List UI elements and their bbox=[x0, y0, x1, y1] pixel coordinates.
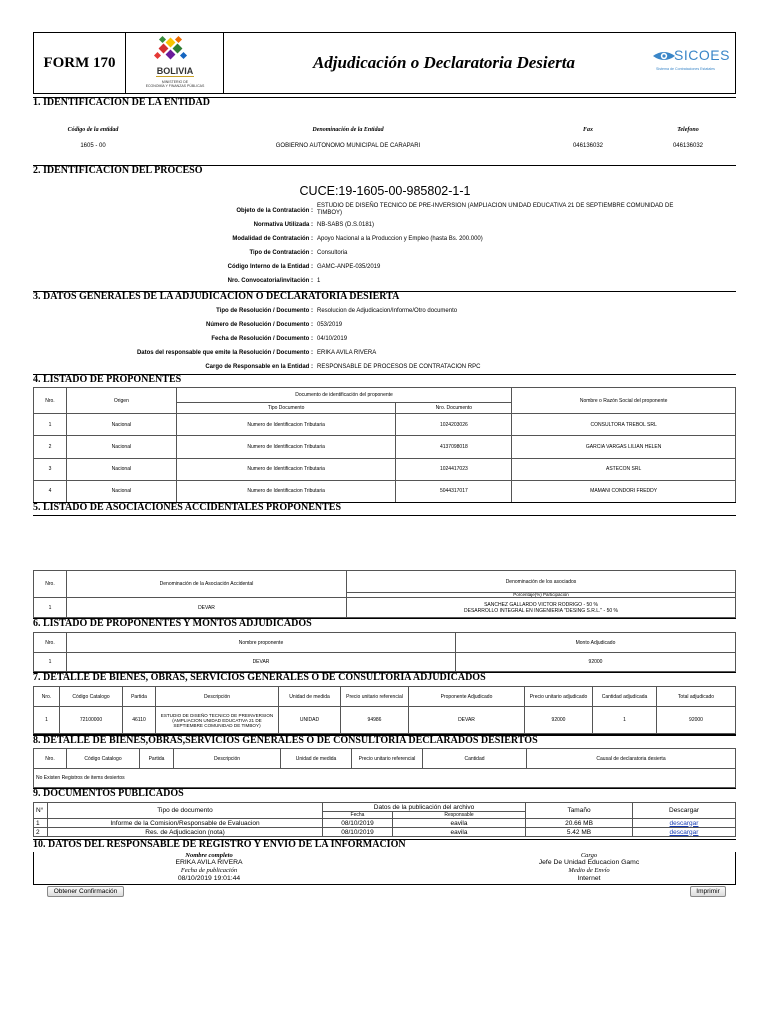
modalidad-value: Apoyo Nacional a la Produccion y Empleo (hasta Bs. 200.000) bbox=[317, 236, 483, 242]
col-proponente-adjudicado: Proponente Adjudicado bbox=[409, 687, 525, 707]
section-9-title: 9. DOCUMENTOS PUBLICADOS bbox=[33, 788, 736, 799]
table-row: 1 Nacional Numero de Identificacion Tributaria 1024203026 CONSULTORA TREBOL SRL bbox=[34, 414, 736, 436]
col-pu-adjudicado: Precio unitario adjudicado bbox=[525, 687, 593, 707]
col-partida: Partida bbox=[123, 687, 156, 707]
responsable-label: Datos del responsable que emite la Resolución / Documento : bbox=[136, 350, 313, 356]
col-descripcion: Descripción bbox=[156, 687, 279, 707]
document-title: Adjudicación o Declaratoria Desierta bbox=[312, 53, 576, 72]
tipo-contratacion-value: Consultoria bbox=[317, 250, 348, 256]
col-nombre: Nombre o Razón Social del proponente bbox=[512, 388, 736, 414]
section-4-title: 4. LISTADO DE PROPONENTES bbox=[33, 374, 736, 385]
documentos-table bbox=[33, 802, 736, 837]
numero-resolucion-value: 053/2019 bbox=[317, 322, 343, 328]
col-tipo-documento: Tipo de documento bbox=[48, 803, 323, 819]
col-codigo-catalogo: Código Catalogo bbox=[60, 687, 123, 707]
table-row: 4 Nacional Numero de Identificacion Tributaria 5044317017 MAMANI CONDORI FREDDY bbox=[34, 480, 736, 502]
logo-ministry-line2: ECONOMÍA Y FINANZAS PÚBLICAS bbox=[145, 84, 205, 88]
nombre-header: Nombre completo bbox=[185, 852, 233, 859]
modalidad-label: Modalidad de Contratación : bbox=[232, 236, 313, 242]
table-row: 1 DEVAR 92000 bbox=[34, 653, 736, 672]
sicoes-logo bbox=[652, 47, 736, 77]
convocatoria-label: Nro. Convocatoria/invitación : bbox=[227, 278, 313, 284]
col-documento: Documento de identificación del proponente bbox=[176, 388, 512, 403]
entity-name: GOBIERNO AUTONOMO MUNICIPAL DE CARAPARI bbox=[275, 143, 421, 149]
col-partida: Partida bbox=[140, 749, 174, 769]
section-3-title: 3. DATOS GENERALES DE LA ADJUDICACION O DECLARATORIA DESIERTA bbox=[33, 291, 736, 302]
table-row bbox=[34, 769, 736, 788]
col-monto: Monto Adjudicado bbox=[456, 633, 736, 653]
col-cantidad: Cantidad bbox=[423, 749, 527, 769]
phone-value: 046136032 bbox=[672, 143, 704, 149]
col-total: Total adjudicado bbox=[657, 687, 736, 707]
col-responsable: Responsable bbox=[393, 812, 526, 819]
entity-code: 1605 - 00 bbox=[80, 143, 106, 149]
obtener-confirmacion-button[interactable]: Obtener Confirmación bbox=[47, 886, 124, 897]
entity-code-header: Código de la entidad bbox=[67, 127, 119, 133]
section-1-title: 1. IDENTIFICACIÓN DE LA ENTIDAD bbox=[33, 97, 736, 108]
normativa-value: NB-SABS (D.S.0181) bbox=[317, 222, 375, 228]
fax-header: Fax bbox=[582, 127, 593, 133]
form-header bbox=[33, 32, 736, 94]
logo-country: BOLIVIA bbox=[156, 66, 194, 76]
asociado-2: DESARROLLO INTEGRAL EN INGENIERIA "DESING S.R.L." - 50 % bbox=[464, 607, 618, 614]
table-row: 1 72100000 46110 ESTUDIO DE DISEÑO TECNICO DE PREINVERSION (AMPLIACION UNIDAD EDUCATIVA 21 DE SEPTIEMBRE COMUNIDAD DE TIMBOY) UNIDAD 94986 DEVAR 92000 1 92000 bbox=[34, 707, 736, 734]
cargo-responsable-value: RESPONSABLE DE PROCESOS DE CONTRATACION RPC bbox=[317, 364, 481, 370]
fecha-resolucion-value: 04/10/2019 bbox=[317, 336, 348, 342]
col-nro: Nro. bbox=[34, 633, 67, 653]
phone-header: Telefono bbox=[677, 127, 699, 133]
objeto-label: Objeto de la Contratación : bbox=[236, 208, 313, 214]
imprimir-button[interactable]: Imprimir bbox=[690, 886, 726, 897]
nombre-value: ERIKA AVILA RIVERA bbox=[175, 859, 243, 866]
col-codigo-catalogo: Código Catalogo bbox=[67, 749, 140, 769]
tipo-resolucion-value: Resolucion de Adjudicacion/Informe/Otro documento bbox=[317, 308, 458, 314]
objeto-value-cont: TIMBOY) bbox=[317, 210, 342, 216]
bolivia-emblem-icon bbox=[146, 35, 202, 65]
medio-envio-value: Internet bbox=[577, 875, 601, 882]
col-nro: Nro. bbox=[34, 749, 67, 769]
col-nro-doc: Nro. Documento bbox=[396, 403, 512, 414]
bienes-adjudicados-table bbox=[33, 686, 736, 734]
objeto-value: ESTUDIO DE DISEÑO TECNICO DE PRE-INVERSION (AMPLIACION UNIDAD EDUCATIVA 21 DE SEPTIEMBRE COMUNIDAD DE bbox=[317, 203, 674, 209]
empty-message: No Existen Registros de items desiertos bbox=[34, 769, 736, 788]
download-link[interactable]: descargar bbox=[669, 828, 699, 836]
col-tipo-doc: Tipo Documento bbox=[176, 403, 396, 414]
col-tamano: Tamaño bbox=[526, 803, 633, 819]
fax-value: 046136032 bbox=[572, 143, 604, 149]
col-nombre-proponente: Nombre proponente bbox=[67, 633, 456, 653]
proponentes-table bbox=[33, 387, 736, 503]
section-7-title: 7. DETALLE DE BIENES, OBRAS, SERVICIOS GENERALES O DE CONSULTORIA ADJUDICADOS bbox=[33, 672, 736, 683]
col-unidad: Unidad de medida bbox=[281, 749, 352, 769]
table-row: 2 Nacional Numero de Identificacion Tributaria 4137098018 GARCIA VARGAS LILIAN HELEN bbox=[34, 436, 736, 458]
section-6-title: 6. LISTADO DE PROPONENTES Y MONTOS ADJUDICADOS bbox=[33, 618, 736, 629]
col-unidad: Unidad de medida bbox=[279, 687, 341, 707]
download-link[interactable]: descargar bbox=[669, 819, 699, 827]
col-causal: Causal de declaratoria desierta bbox=[527, 749, 736, 769]
col-descargar: Descargar bbox=[633, 803, 736, 819]
col-nro: Nro. bbox=[34, 388, 67, 414]
section-2-title: 2. IDENTIFICACIÓN DEL PROCESO bbox=[33, 165, 736, 176]
normativa-label: Normativa Utilizada : bbox=[253, 222, 313, 228]
section-10-title: 10. DATOS DEL RESPONSABLE DE REGISTRO Y ENVÍO DE LA INFORMACIÓN bbox=[33, 839, 736, 850]
bolivia-logo bbox=[126, 33, 224, 93]
tipo-resolucion-label: Tipo de Resolución / Documento : bbox=[216, 308, 313, 314]
table-row: 2 Res. de Adjudicacion (nota) 08/10/2019 eavila 5.42 MB descargar bbox=[34, 828, 736, 837]
convocatoria-value: 1 bbox=[317, 278, 321, 284]
logo-ministry-line1: MINISTERIO DE bbox=[161, 80, 189, 84]
col-asociados: Denominación de los asociados bbox=[347, 571, 736, 593]
col-descripcion: Descripción bbox=[174, 749, 281, 769]
montos-table bbox=[33, 632, 736, 672]
sicoes-eye-icon bbox=[652, 50, 676, 62]
col-pu-referencial: Precio unitario referencial bbox=[352, 749, 423, 769]
col-cantidad: Cantidad adjudicada bbox=[593, 687, 657, 707]
responsable-value: ERIKA AVILA RIVERA bbox=[317, 350, 377, 356]
asociaciones-table bbox=[33, 570, 736, 618]
fecha-publicacion-value: 08/10/2019 19:01:44 bbox=[177, 875, 241, 882]
entity-name-header: Denominación de la Entidad bbox=[312, 127, 384, 133]
col-nro: Nro. bbox=[34, 571, 67, 598]
tipo-contratacion-label: Tipo de Contratación : bbox=[249, 250, 313, 256]
col-porcentaje: Porcentaje(%) Participación bbox=[347, 593, 736, 598]
col-n: N° bbox=[34, 803, 48, 819]
sicoes-subtitle: Sistema de Contrataciones Estatales bbox=[656, 67, 715, 71]
bienes-desiertos-table bbox=[33, 748, 736, 788]
entity-info bbox=[33, 114, 736, 162]
col-denominacion: Denominación de la Asociación Accidental bbox=[67, 571, 347, 598]
table-row: 3 Nacional Numero de Identificacion Tributaria 1024417023 ASTECON SRL bbox=[34, 458, 736, 480]
table-row: 1 DEVAR SANCHEZ GALLARDO VICTOR RODRIGO - 50 % DESARROLLO INTEGRAL EN INGENIERIA "DESING S.R.L." - 50 % bbox=[34, 598, 736, 618]
codigo-interno-value: GAMC-ANPE-035/2019 bbox=[317, 264, 381, 270]
col-pu-referencial: Precio unitario referencial bbox=[341, 687, 409, 707]
table-row: 1 Informe de la Comision/Responsable de Evaluacion 08/10/2019 eavila 20.66 MB descargar bbox=[34, 819, 736, 828]
col-origen: Origen bbox=[66, 388, 176, 414]
codigo-interno-label: Código Interno de la Entidad : bbox=[227, 264, 313, 270]
fecha-resolucion-label: Fecha de Resolución / Documento : bbox=[211, 336, 313, 342]
numero-resolucion-label: Número de Resolución / Documento : bbox=[205, 322, 313, 328]
cargo-value: Jefe De Unidad Educacion Gamc bbox=[538, 859, 640, 866]
section-8-title: 8. DETALLE DE BIENES,OBRAS,SERVICIOS GENERALES O DE CONSULTORIA DECLARADOS DESIERTOS bbox=[33, 734, 736, 745]
col-datos-publicacion: Datos de la publicación del archivo bbox=[323, 803, 526, 812]
cargo-responsable-label: Cargo de Responsable en la Entidad : bbox=[205, 364, 313, 370]
form-number: FORM 170 bbox=[34, 33, 126, 93]
col-nro: Nro. bbox=[34, 687, 60, 707]
fecha-publicacion-header: Fecha de publicación bbox=[180, 867, 238, 874]
registro-info bbox=[33, 852, 736, 885]
cuce-code: CUCE:19-1605-00-985802-1-1 bbox=[299, 184, 471, 198]
cargo-header: Cargo bbox=[580, 852, 598, 859]
sicoes-name: SICOES bbox=[674, 47, 730, 63]
col-fecha: Fecha bbox=[323, 812, 393, 819]
medio-envio-header: Medio de Envío bbox=[568, 867, 610, 874]
section-5-title: 5. LISTADO DE ASOCIACIONES ACCIDENTALES PROPONENTES bbox=[33, 502, 736, 516]
asociado-1: SANCHEZ GALLARDO VICTOR RODRIGO - 50 % bbox=[484, 601, 598, 608]
